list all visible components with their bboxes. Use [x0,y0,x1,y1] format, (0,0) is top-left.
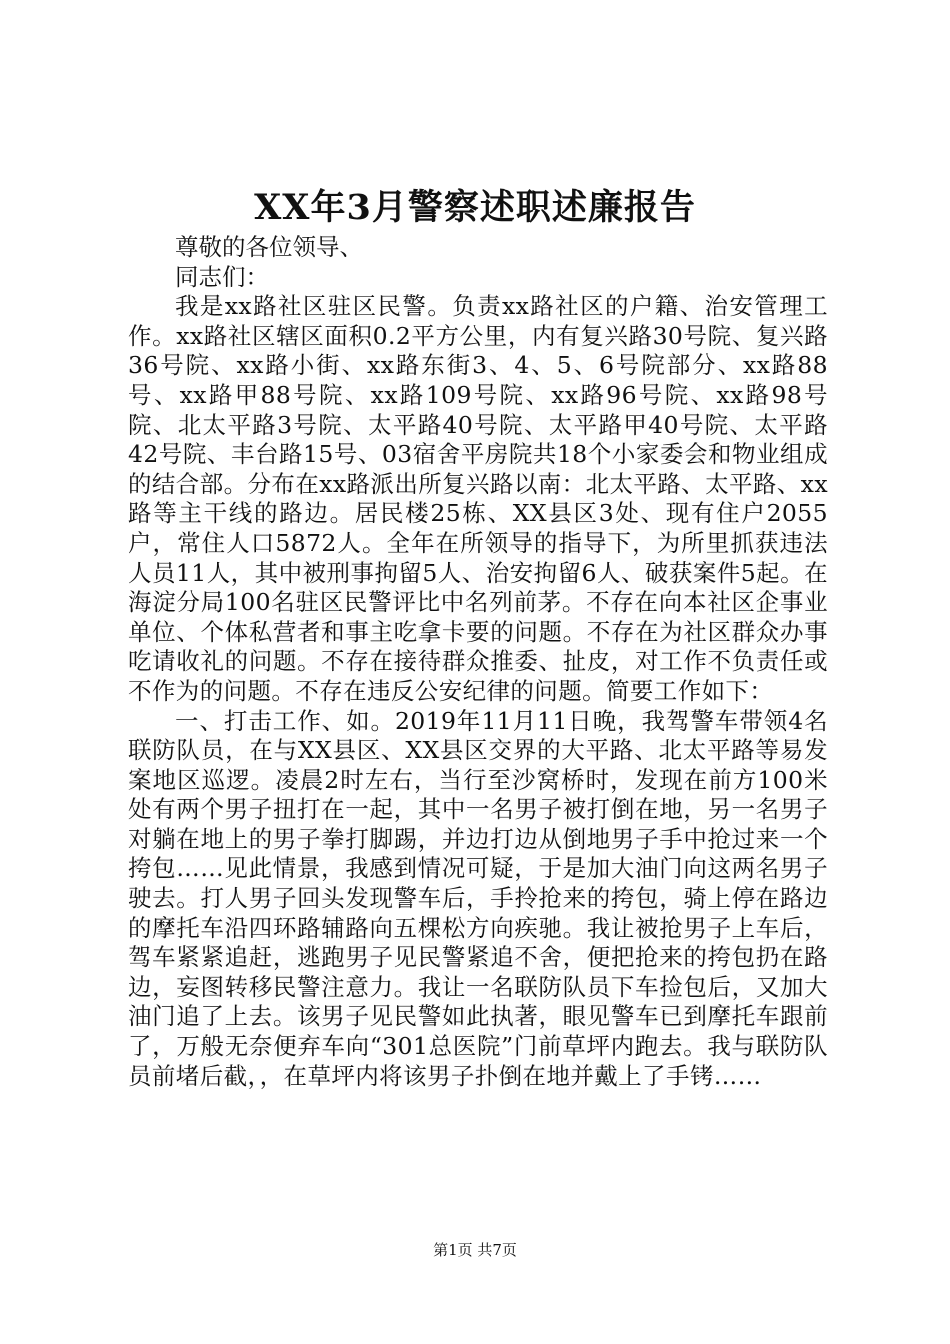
body-paragraph: 一、打击工作、如。2019年11月11日晚，我驾警车带领4名联防队员，在与XX县区、XX县区交界的大平路、北太平路等易发案地区巡逻。凌晨2时左右，当行至沙窝桥时，发现在前方100米处有两个男子扭打在一起，其中一名男子被打倒在地，另一名男子对躺在地上的男子拳打脚踢，并边打边从倒地男子手中抢过来一个挎包……见此情景，我感到情况可疑，于是加大油门向这两名男子驶去。打人男子回头发现警车后，手拎抢来的挎包，骑上停在路边的摩托车沿四环路辅路向五棵松方向疾驰。我让被抢男子上车后，驾车紧紧追赶，逃跑男子见民警紧追不舍，便把抢来的挎包扔在路边，妄图转移民警注意力。我让一名联防队员下车捡包后，又加大油门追了上去。该男子见民警如此执著，眼见警车已到摩托车跟前了，万般无奈便弃车向“301总医院”门前草坪内跑去。我与联防队员前堵后截，，在草坪内将该男子扑倒在地并戴上了手铐…… [128,706,828,1090]
body-paragraph: 我是xx路社区驻区民警。负责xx路社区的户籍、治安管理工作。xx路社区辖区面积0.2平方公里，内有复兴路30号院、复兴路36号院、xx路小街、xx路东街3、4、5、6号院部分、xx路88号、xx路甲88号院、xx路109号院、xx路96号院、xx路98号院、北太平路3号院、太平路40号院、太平路甲40号院、太平路42号院、丰台路15号、03宿舍平房院共18个小家委会和物业组成的结合部。分布在xx路派出所复兴路以南：北太平路、太平路、xx路等主干线的路边。居民楼25栋、XX县区3处、现有住户2055户，常住人口5872人。全年在所领导的指导下，为所里抓获违法人员11人，其中被刑事拘留5人、治安拘留6人、破获案件5起。在海淀分局100名驻区民警评比中名列前茅。不存在向本社区企事业单位、个体私营者和事主吃拿卡要的问题。不存在为社区群众办事吃请收礼的问题。不存在接待群众推委、扯皮，对工作不负责任或不作为的问题。不存在违反公安纪律的问题。简要工作如下： [128,292,828,705]
greeting-line: 尊敬的各位领导、 [175,233,363,261]
greeting-line: 同志们： [175,262,269,291]
document-title: XX年3月警察述职述廉报告 [254,187,696,228]
document-body [128,233,828,1091]
page-footer: 第1页 共7页 [433,1241,517,1259]
